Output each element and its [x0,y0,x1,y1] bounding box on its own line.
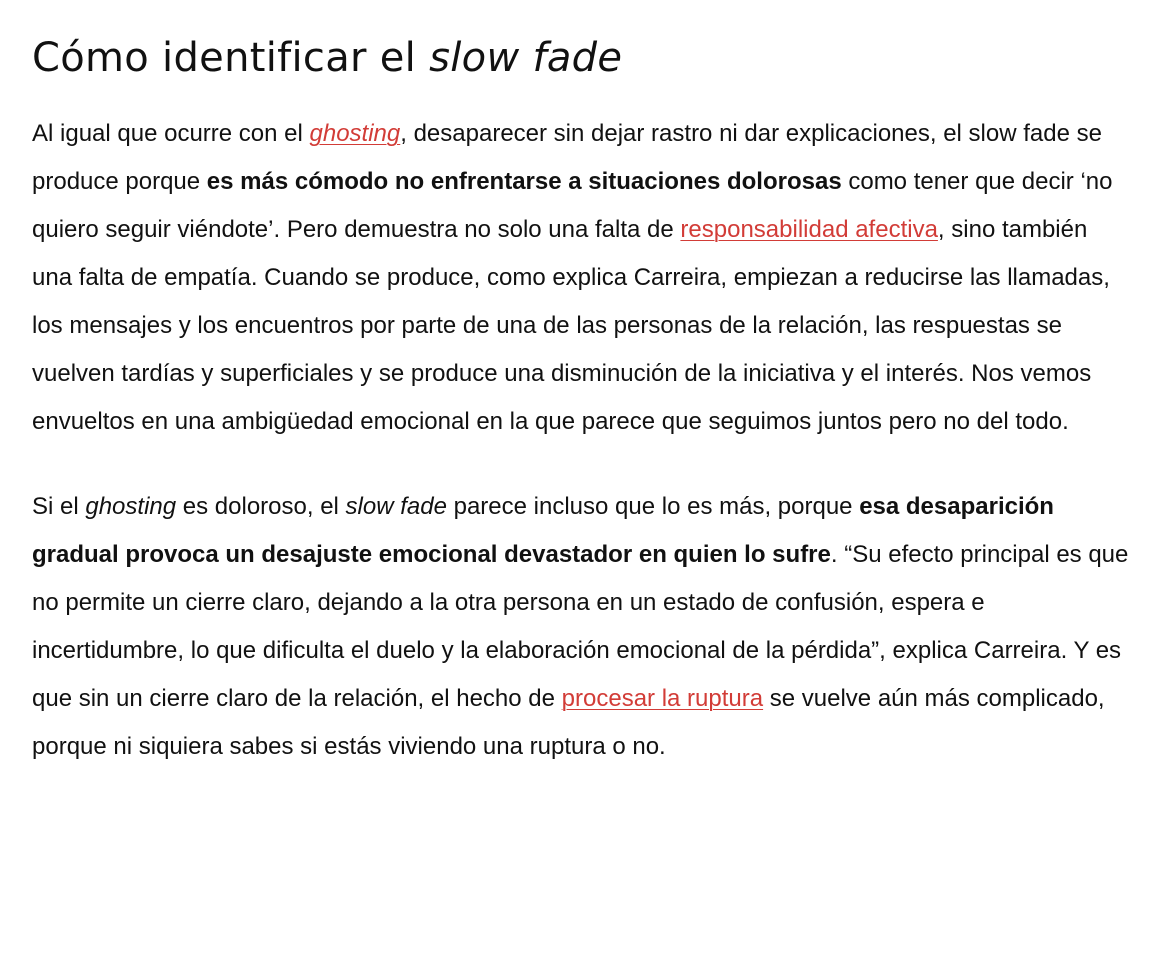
paragraph-1 [32,110,1130,446]
p1-text-4: , sino también una falta de empatía. Cuando se produce, como explica Carreira, empiezan a reducirse las llamadas, los mensajes y los encuentros por parte de una de las personas de la relación, las respuestas se vuelven tardías y superficiales y se produce una disminución de la iniciativa y el interés. Nos vemos envueltos en una ambigüedad emocional en la que parece que seguimos juntos pero no del todo. [32,216,1110,435]
p2-text-5: se vuelve aún más complicado, porque ni siquiera sabes si estás viviendo una ruptura o no. [32,685,1105,760]
p2-bold-1: esa desaparición gradual provoca un desajuste emocional devastador en quien lo sufre [32,493,1054,568]
p2-em-slow-fade: slow fade [345,493,447,520]
procesar-la-ruptura-link[interactable]: procesar la ruptura [561,685,764,712]
heading-text: Cómo identificar el [32,35,430,81]
p1-text-2: , desaparecer sin dejar rastro ni dar explicaciones, el slow fade se produce porque [32,120,1102,195]
p2-text-1: Si el [32,493,86,520]
p2-em-ghosting: ghosting [85,493,177,520]
article-body [0,34,1154,771]
p2-text-4: . “Su efecto principal es que no permite un cierre claro, dejando a la otra persona en un estado de confusión, espera e incertidumbre, lo que dificulta el duelo y la elaboración emocional de la pérdida”, explica Carreira. Y es que sin un cierre claro de la relación, el hecho de [32,541,1129,712]
p1-text-1: Al igual que ocurre con el [32,120,310,147]
p1-text-3: como tener que decir ‘no quiero seguir viéndote’. Pero demuestra no solo una falta de [32,168,1113,243]
heading-emphasis: slow fade [429,35,623,81]
p1-bold-1: es más cómodo no enfrentarse a situaciones dolorosas [206,168,842,195]
ghosting-link[interactable]: ghosting [309,120,401,147]
responsabilidad-afectiva-link[interactable]: responsabilidad afectiva [680,216,938,243]
p2-text-2: es doloroso, el [176,493,346,520]
paragraph-2 [32,483,1130,771]
p2-text-3: parece incluso que lo es más, porque [446,493,860,520]
section-heading [32,34,1130,82]
